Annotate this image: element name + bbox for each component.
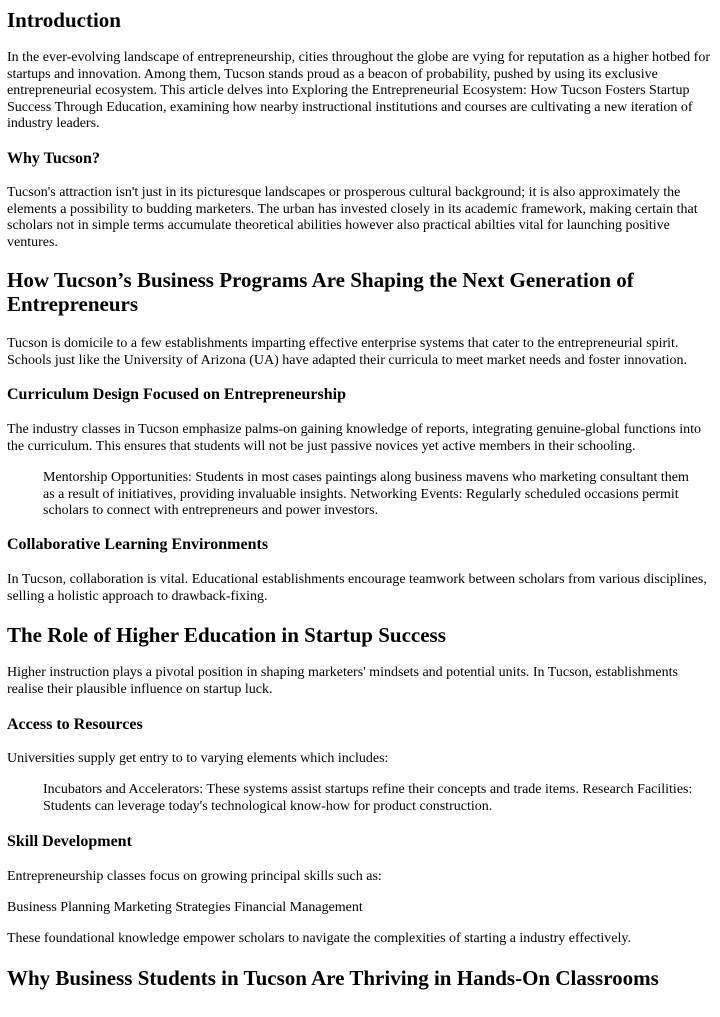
collaborative-paragraph: In Tucson, collaboration is vital. Educational establishments encourage teamwork between scholars from various disciplines, selling a holistic approach to drawback-fixing. xyxy=(7,572,707,604)
curriculum-heading: Curriculum Design Focused on Entrepreneurship xyxy=(7,386,346,403)
programs-heading: How Tucson’s Business Programs Are Shaping the Next Generation of Entrepreneurs xyxy=(7,268,634,316)
skill-paragraph: Entrepreneurship classes focus on growing principal skills such as: xyxy=(7,869,382,884)
higher-ed-heading: The Role of Higher Education in Startup Success xyxy=(7,623,446,647)
programs-paragraph: Tucson is domicile to a few establishments imparting effective enterprise systems that cater to the entrepreneurial spirit. Schools just like the University of Arizona (UA) have adapted their curricula to meet market needs and foster innovation. xyxy=(7,336,687,368)
intro-paragraph: In the ever-evolving landscape of entrepreneurship, cities throughout the globe are vying for reputation as a higher hotbed for startups and innovation. Among them, Tucson stands proud as a beacon of probability, pushed by using its exclusive entrepreneurial ecosystem. This article delves into Exploring the Entrepreneurial Ecosystem: How Tucson Fosters Startup Success Through Education, examining how nearby instructional institutions and courses are cultivating a new iteration of industry leaders. xyxy=(7,50,710,131)
skill-heading: Skill Development xyxy=(7,833,132,850)
mentorship-quote: Mentorship Opportunities: Students in most cases paintings along business mavens who marketing consultant them as a result of initiatives, providing invaluable insights. Networking Events: Regularly scheduled occasions permit scholars to connect with entrepreneurs and power investors. xyxy=(43,470,689,518)
why-tucson-heading: Why Tucson? xyxy=(7,150,100,167)
intro-heading: Introduction xyxy=(7,8,121,32)
curriculum-paragraph: The industry classes in Tucson emphasize palms-on gaining knowledge of reports, integrating genuine-global functions into the curriculum. This ensures that students will not be just passive novices yet active members in their schooling. xyxy=(7,422,702,454)
collaborative-heading: Collaborative Learning Environments xyxy=(7,536,269,553)
access-heading: Access to Resources xyxy=(7,716,143,733)
why-tucson-paragraph: Tucson's attraction isn't just in its picturesque landscapes or prosperous cultural background; it is also approximately the elements a possibility to budding marketers. The urban has invested closely in its academic framework, making certain that scholars not in simple terms accumulate theoretical abilities however also practical abilties vital for launching positive ventures. xyxy=(7,185,698,250)
higher-ed-paragraph: Higher instruction plays a pivotal position in shaping marketers' mindsets and potential units. In Tucson, establishments realise their plausible influence on startup luck. xyxy=(7,665,678,697)
thriving-heading: Why Business Students in Tucson Are Thriving in Hands-On Classrooms xyxy=(7,966,659,990)
foundational-paragraph: These foundational knowledge empower scholars to navigate the complexities of starting a industry effectively. xyxy=(7,931,631,946)
incubators-quote: Incubators and Accelerators: These systems assist startups refine their concepts and trade items. Research Facilities: Students can leverage today's technological know-how for product construction. xyxy=(43,782,693,814)
skills-list: Business Planning Marketing Strategies Financial Management xyxy=(7,900,363,915)
access-paragraph: Universities supply get entry to to varying elements which includes: xyxy=(7,751,389,766)
